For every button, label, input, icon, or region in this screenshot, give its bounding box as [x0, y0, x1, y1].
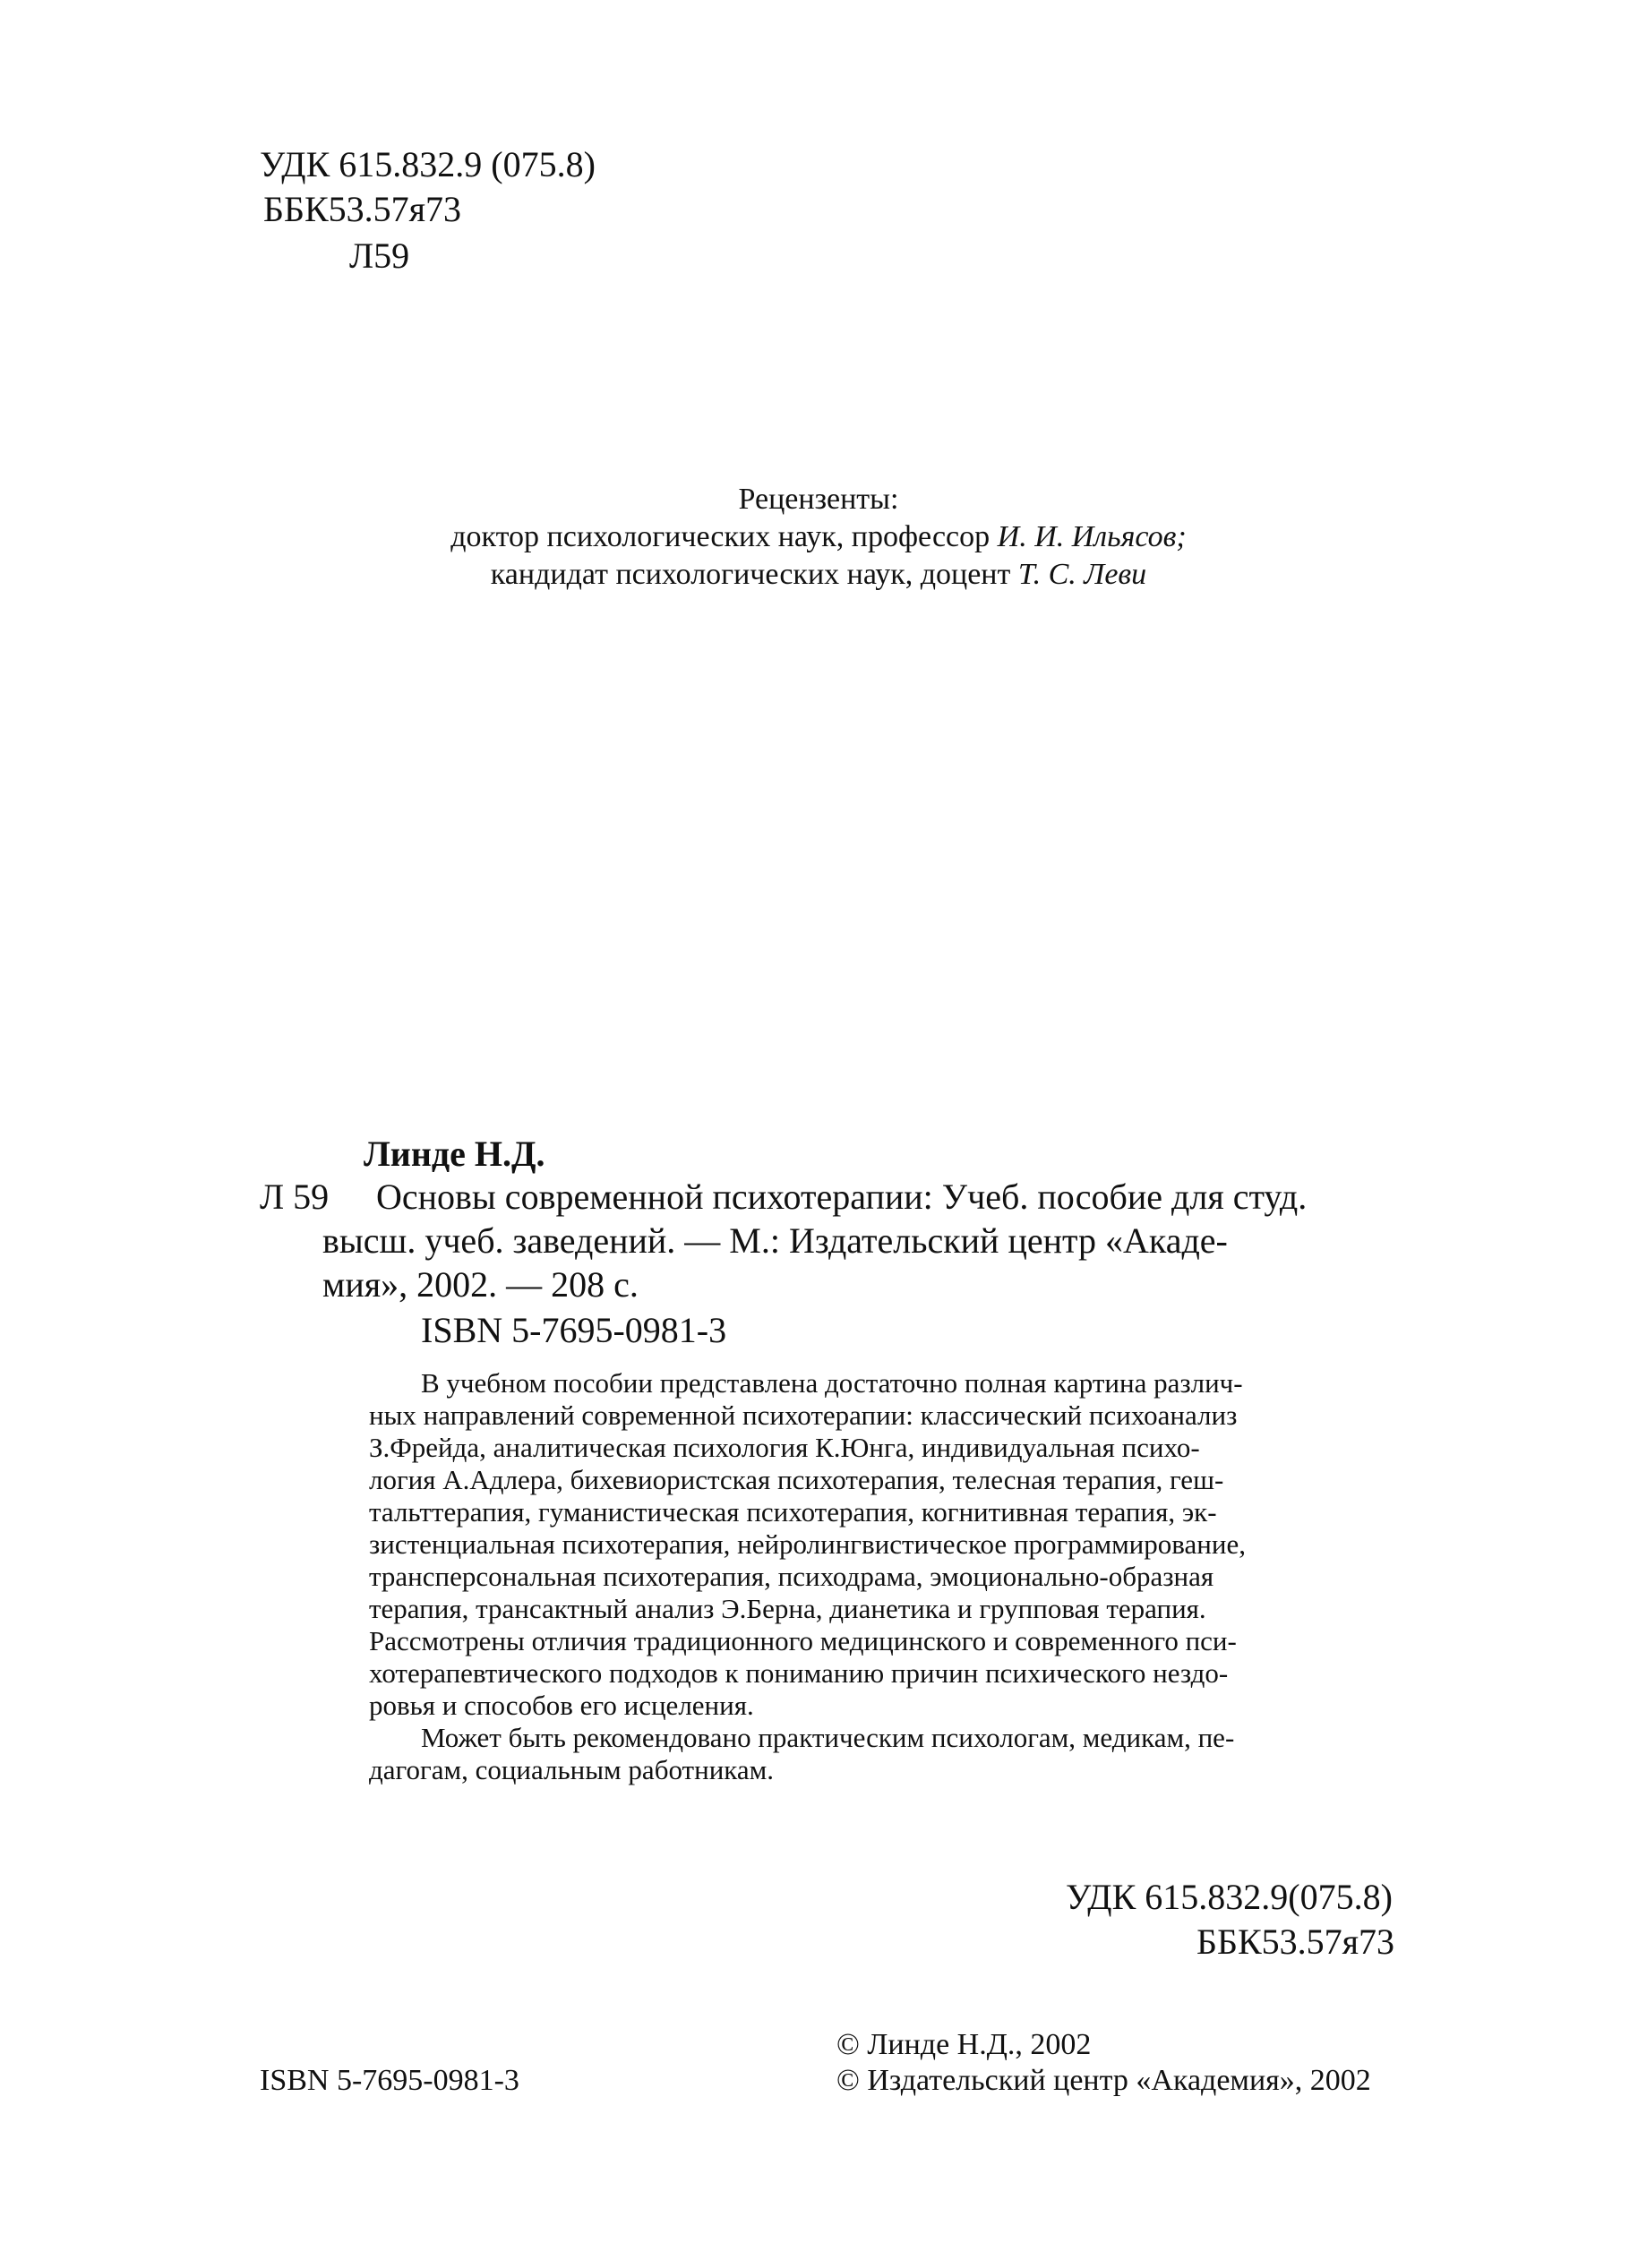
annotation-line: Может быть рекомендовано практическим психологам, медикам, пе- [421, 1722, 1235, 1753]
book-title-line-2: высш. учеб. заведений. — М.: Издательский центр «Акаде- [322, 1220, 1228, 1261]
book-author: Линде Н.Д. [364, 1134, 545, 1174]
annotation-line: трансперсональная психотерапия, психодрама, эмоционально-образная [369, 1561, 1214, 1592]
book-isbn: ISBN 5-7695-0981-3 [421, 1310, 727, 1350]
annotation-line: ровья и способов его исцеления. [369, 1690, 754, 1721]
annotation-line: терапия, трансактный анализ Э.Берна, дианетика и групповая терапия. [369, 1593, 1206, 1624]
udk-code: УДК 615.832.9 (075.8) [260, 144, 596, 184]
copyright-author: © Линде Н.Д., 2002 [836, 2028, 1092, 2061]
annotation-line: зистенциальная психотерапия, нейролингвистическое программирование, [369, 1528, 1246, 1560]
reviewer-1-name: И. И. Ильясов; [997, 520, 1187, 553]
annotation-line: В учебном пособии представлена достаточно полная картина различ- [421, 1367, 1243, 1399]
annotation-line: тальттерапия, гуманистическая психотерапия, когнитивная терапия, эк- [369, 1496, 1217, 1528]
reviewer-line-2 [281, 557, 1356, 593]
reviewer-1-title: доктор психологических наук, профессор [450, 520, 991, 553]
copyright-publisher: © Издательский центр «Академия», 2002 [836, 2064, 1371, 2097]
annotation-line: ных направлений современной психотерапии: классический психоанализ [369, 1399, 1238, 1431]
annotation-line: логия А.Адлера, бихевиористская психотерапия, телесная терапия, геш- [369, 1464, 1224, 1495]
annotation-line: Рассмотрены отличия традиционного медицинского и современного пси- [369, 1625, 1237, 1656]
reviewer-2-title: кандидат психологических наук, доцент [490, 558, 1011, 591]
bottom-isbn: ISBN 5-7695-0981-3 [260, 2064, 519, 2097]
bottom-bbk-code: ББК53.57я73 [1196, 1921, 1395, 1962]
annotation-line: хотерапевтического подходов к пониманию причин психического нездо- [369, 1657, 1229, 1689]
reviewers-heading: Рецензенты: [738, 483, 899, 516]
bottom-udk-code: УДК 615.832.9(075.8) [1066, 1877, 1393, 1917]
reviewer-line-1 [281, 519, 1356, 555]
book-title-line-3: мия», 2002. — 208 с. [322, 1264, 639, 1305]
bbk-code: ББК53.57я73 [263, 189, 462, 229]
author-mark: Л59 [349, 235, 410, 276]
annotation-line: З.Фрейда, аналитическая психология К.Юнга, индивидуальная психо- [369, 1432, 1200, 1463]
annotation-line: дагогам, социальным работникам. [369, 1754, 774, 1785]
bib-author-mark: Л 59 [260, 1177, 330, 1217]
book-title-line-1: Основы современной психотерапии: Учеб. пособие для студ. [376, 1177, 1308, 1217]
reviewer-2-name: Т. С. Леви [1017, 558, 1147, 591]
